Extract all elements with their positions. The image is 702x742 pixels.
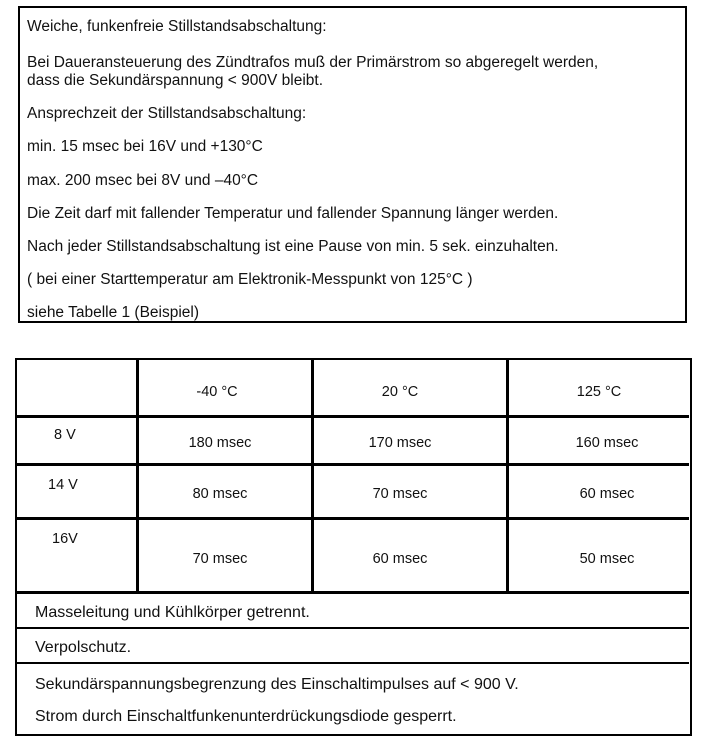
table-column-rule [136, 360, 139, 592]
table-cell: 60 msec [579, 486, 635, 502]
table-rule [17, 517, 689, 520]
table-rule [17, 627, 689, 629]
column-header-temp-minus40: -40 °C [196, 384, 238, 400]
table-cell: 80 msec [192, 486, 248, 502]
spec-table-ref: siehe Tabelle 1 (Beispiel) [27, 304, 200, 321]
table-rule [17, 415, 689, 418]
table-cell: 70 msec [372, 486, 428, 502]
note-voltage-limit: Sekundärspannungsbegrenzung des Einschaltimpulses auf < 900 V. [35, 676, 519, 693]
table-cell: 50 msec [579, 551, 635, 567]
table-cell: 170 msec [368, 435, 432, 451]
table-column-rule [311, 360, 314, 592]
spec-pause-note: Nach jeder Stillstandsabschaltung ist eine Pause von min. 5 sek. einzuhalten. [27, 238, 559, 255]
row-label-voltage: 8 V [54, 427, 76, 443]
response-time-table [15, 358, 692, 736]
spec-description-box [18, 6, 687, 323]
spec-response-title: Ansprechzeit der Stillstandsabschaltung: [27, 105, 307, 122]
table-rule [17, 463, 689, 466]
table-cell: 60 msec [372, 551, 428, 567]
column-header-temp-20: 20 °C [381, 384, 419, 400]
column-header-temp-125: 125 °C [576, 384, 622, 400]
spec-start-temp: ( bei einer Starttemperatur am Elektronik-Messpunkt von 125°C ) [27, 271, 473, 288]
spec-time-note: Die Zeit darf mit fallender Temperatur und fallender Spannung länger werden. [27, 205, 559, 222]
table-rule [17, 662, 689, 664]
table-rule [17, 591, 689, 594]
note-diode-blocked: Strom durch Einschaltfunkenunterdrückungsdiode gesperrt. [35, 708, 457, 725]
note-ground-separation: Masseleitung und Kühlkörper getrennt. [35, 604, 310, 621]
row-label-voltage: 16V [52, 531, 78, 547]
spec-requirement-l1: Bei Daueransteuerung des Zündtrafos muß der Primärstrom so abgeregelt werden, [27, 54, 599, 71]
spec-requirement-l2: dass die Sekundärspannung < 900V bleibt. [27, 72, 324, 89]
spec-max-time: max. 200 msec bei 8V und –40°C [27, 172, 259, 189]
note-polarity-protection: Verpolschutz. [35, 639, 132, 656]
table-cell: 70 msec [192, 551, 248, 567]
spec-title: Weiche, funkenfreie Stillstandsabschaltung: [27, 18, 327, 35]
table-cell: 180 msec [188, 435, 252, 451]
table-column-rule [506, 360, 509, 592]
table-cell: 160 msec [575, 435, 639, 451]
spec-min-time: min. 15 msec bei 16V und +130°C [27, 138, 263, 155]
row-label-voltage: 14 V [48, 477, 78, 493]
